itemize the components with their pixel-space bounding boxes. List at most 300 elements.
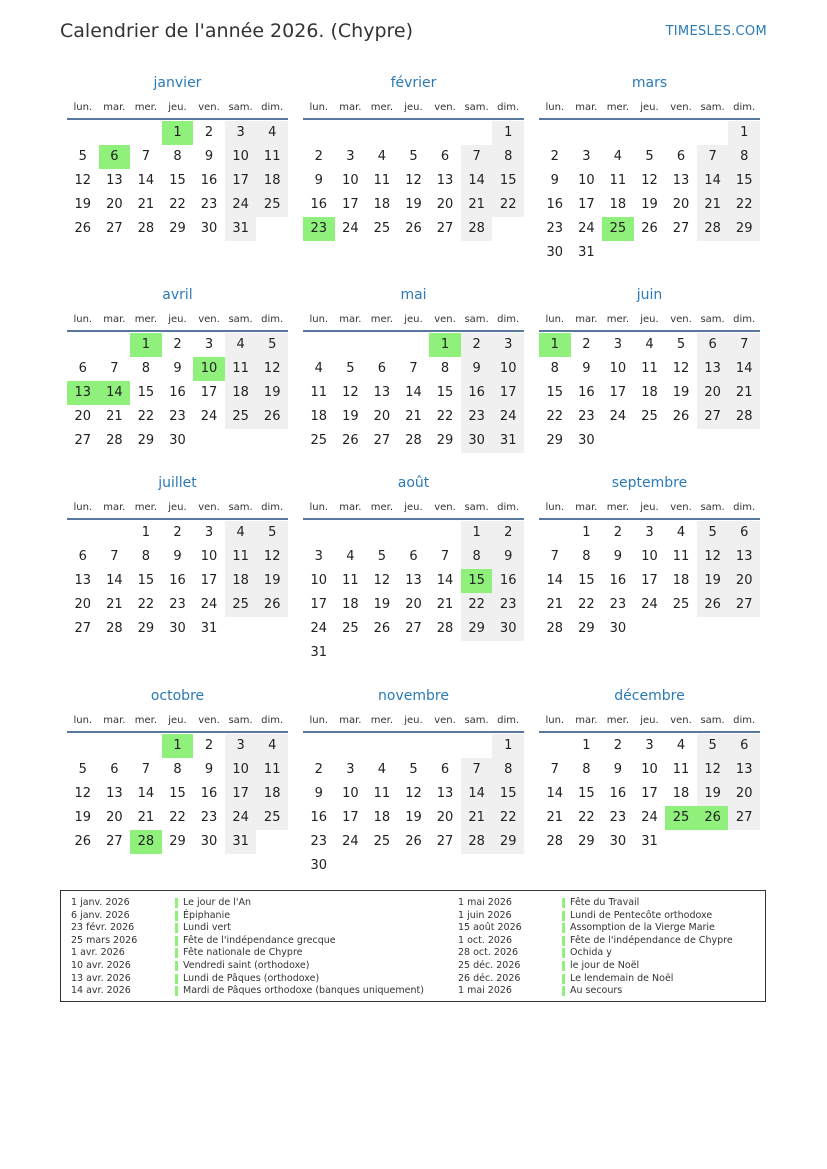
day-cell[interactable]: 30 [200, 834, 218, 849]
day-cell[interactable]: 22 [169, 197, 186, 212]
day-cell[interactable]: 3 [582, 149, 591, 164]
day-cell[interactable]: 4 [377, 762, 387, 777]
day-cell[interactable]: 25 [256, 193, 288, 217]
day-cell[interactable]: 3 [492, 333, 524, 357]
day-cell[interactable]: 2 [582, 337, 591, 352]
day-cell[interactable]: 20 [672, 197, 690, 212]
day-cell[interactable]: 14 [697, 169, 729, 193]
day-cell[interactable]: 26 [641, 221, 658, 236]
day-cell[interactable]: 7 [409, 361, 418, 376]
day-cell[interactable]: 19 [74, 197, 92, 212]
day-cell[interactable]: 13 [106, 173, 123, 188]
day-cell[interactable]: 10 [225, 145, 257, 169]
day-cell[interactable]: 4 [314, 361, 323, 376]
day-cell[interactable]: 11 [342, 573, 359, 588]
day-cell[interactable]: 22 [461, 593, 493, 617]
day-cell[interactable]: 16 [169, 385, 186, 400]
day-cell[interactable]: 11 [373, 786, 391, 801]
day-cell[interactable]: 3 [225, 121, 257, 145]
day-cell[interactable]: 21 [137, 810, 155, 825]
day-cell[interactable]: 5 [346, 361, 355, 376]
day-cell[interactable]: 9 [204, 149, 214, 164]
day-cell[interactable]: 17 [200, 573, 218, 588]
day-cell[interactable]: 11 [256, 145, 288, 169]
day-cell[interactable]: 14 [137, 786, 155, 801]
day-cell[interactable]: 22 [578, 810, 595, 825]
holiday-day-cell[interactable]: 1 [429, 333, 461, 357]
day-cell[interactable]: 16 [461, 381, 493, 405]
day-cell[interactable]: 15 [436, 385, 454, 400]
day-cell[interactable]: 27 [436, 834, 454, 849]
day-cell[interactable]: 30 [578, 433, 595, 448]
day-cell[interactable]: 20 [74, 597, 92, 612]
day-cell[interactable]: 9 [173, 549, 182, 564]
day-cell[interactable]: 21 [546, 597, 564, 612]
day-cell[interactable]: 18 [373, 197, 391, 212]
day-cell[interactable]: 30 [546, 245, 564, 260]
holiday-day-cell[interactable]: 15 [461, 569, 493, 593]
day-cell[interactable]: 2 [314, 762, 323, 777]
day-cell[interactable]: 22 [436, 409, 454, 424]
day-cell[interactable]: 30 [200, 221, 218, 236]
day-cell[interactable]: 5 [645, 149, 654, 164]
day-cell[interactable]: 14 [106, 573, 123, 588]
day-cell[interactable]: 19 [697, 569, 729, 593]
day-cell[interactable]: 14 [405, 385, 422, 400]
day-cell[interactable]: 7 [550, 762, 559, 777]
day-cell[interactable]: 23 [200, 810, 218, 825]
day-cell[interactable]: 12 [342, 385, 359, 400]
day-cell[interactable]: 28 [461, 217, 493, 241]
day-cell[interactable]: 7 [697, 145, 729, 169]
day-cell[interactable]: 29 [169, 834, 186, 849]
day-cell[interactable]: 17 [641, 573, 658, 588]
day-cell[interactable]: 5 [78, 762, 87, 777]
day-cell[interactable]: 16 [492, 569, 524, 593]
day-cell[interactable]: 18 [373, 810, 391, 825]
day-cell[interactable]: 28 [546, 834, 564, 849]
day-cell[interactable]: 8 [492, 758, 524, 782]
day-cell[interactable]: 7 [440, 549, 450, 564]
day-cell[interactable]: 25 [256, 806, 288, 830]
day-cell[interactable]: 13 [373, 385, 391, 400]
day-cell[interactable]: 16 [200, 786, 218, 801]
day-cell[interactable]: 26 [672, 409, 690, 424]
day-cell[interactable]: 29 [137, 433, 155, 448]
day-cell[interactable]: 26 [74, 221, 92, 236]
day-cell[interactable]: 16 [310, 197, 328, 212]
day-cell[interactable]: 26 [74, 834, 92, 849]
day-cell[interactable]: 16 [578, 385, 595, 400]
day-cell[interactable]: 20 [74, 409, 92, 424]
day-cell[interactable]: 26 [342, 433, 359, 448]
day-cell[interactable]: 24 [310, 621, 328, 636]
day-cell[interactable]: 23 [609, 810, 627, 825]
holiday-day-cell[interactable]: 23 [303, 217, 335, 241]
day-cell[interactable]: 17 [200, 385, 218, 400]
day-cell[interactable]: 2 [204, 738, 214, 753]
day-cell[interactable]: 4 [377, 149, 387, 164]
day-cell[interactable]: 18 [342, 597, 359, 612]
day-cell[interactable]: 23 [310, 834, 328, 849]
day-cell[interactable]: 15 [492, 169, 524, 193]
day-cell[interactable]: 7 [550, 549, 559, 564]
day-cell[interactable]: 19 [672, 385, 690, 400]
day-cell[interactable]: 23 [461, 405, 493, 429]
day-cell[interactable]: 18 [225, 381, 257, 405]
day-cell[interactable]: 29 [546, 433, 564, 448]
day-cell[interactable]: 25 [225, 405, 257, 429]
day-cell[interactable]: 13 [106, 786, 123, 801]
day-cell[interactable]: 10 [578, 173, 595, 188]
day-cell[interactable]: 3 [645, 525, 654, 540]
holiday-day-cell[interactable]: 25 [602, 217, 634, 241]
day-cell[interactable]: 17 [225, 169, 257, 193]
day-cell[interactable]: 16 [609, 573, 627, 588]
day-cell[interactable]: 10 [342, 786, 359, 801]
day-cell[interactable]: 1 [492, 121, 524, 145]
day-cell[interactable]: 20 [436, 197, 454, 212]
day-cell[interactable]: 12 [256, 545, 288, 569]
day-cell[interactable]: 3 [204, 525, 214, 540]
day-cell[interactable]: 28 [697, 217, 729, 241]
day-cell[interactable]: 1 [141, 525, 151, 540]
day-cell[interactable]: 29 [578, 621, 595, 636]
day-cell[interactable]: 15 [492, 782, 524, 806]
day-cell[interactable]: 22 [728, 193, 760, 217]
day-cell[interactable]: 4 [256, 121, 288, 145]
day-cell[interactable]: 21 [546, 810, 564, 825]
day-cell[interactable]: 21 [405, 409, 422, 424]
day-cell[interactable]: 22 [137, 597, 155, 612]
day-cell[interactable]: 3 [204, 337, 214, 352]
day-cell[interactable]: 1 [728, 121, 760, 145]
day-cell[interactable]: 24 [342, 834, 359, 849]
day-cell[interactable]: 20 [106, 197, 123, 212]
day-cell[interactable]: 9 [613, 549, 623, 564]
day-cell[interactable]: 4 [256, 734, 288, 758]
day-cell[interactable]: 20 [436, 810, 454, 825]
day-cell[interactable]: 24 [641, 810, 658, 825]
day-cell[interactable]: 4 [676, 525, 686, 540]
day-cell[interactable]: 9 [582, 361, 591, 376]
day-cell[interactable]: 18 [672, 786, 690, 801]
day-cell[interactable]: 27 [728, 593, 760, 617]
day-cell[interactable]: 18 [609, 197, 627, 212]
day-cell[interactable]: 31 [225, 830, 257, 854]
day-cell[interactable]: 11 [672, 762, 690, 777]
day-cell[interactable]: 23 [609, 597, 627, 612]
day-cell[interactable]: 5 [377, 549, 387, 564]
holiday-day-cell[interactable]: 1 [162, 734, 194, 758]
day-cell[interactable]: 24 [200, 409, 218, 424]
day-cell[interactable]: 21 [106, 597, 123, 612]
day-cell[interactable]: 6 [728, 734, 760, 758]
day-cell[interactable]: 2 [550, 149, 559, 164]
holiday-day-cell[interactable]: 10 [193, 357, 225, 381]
day-cell[interactable]: 15 [137, 573, 155, 588]
day-cell[interactable]: 24 [578, 221, 595, 236]
day-cell[interactable]: 31 [492, 429, 524, 453]
day-cell[interactable]: 6 [78, 361, 87, 376]
day-cell[interactable]: 8 [141, 361, 151, 376]
day-cell[interactable]: 20 [373, 409, 391, 424]
day-cell[interactable]: 18 [225, 569, 257, 593]
day-cell[interactable]: 20 [728, 782, 760, 806]
day-cell[interactable]: 15 [728, 169, 760, 193]
day-cell[interactable]: 15 [578, 786, 595, 801]
day-cell[interactable]: 14 [461, 169, 493, 193]
day-cell[interactable]: 25 [342, 621, 359, 636]
day-cell[interactable]: 1 [492, 734, 524, 758]
day-cell[interactable]: 1 [461, 521, 493, 545]
day-cell[interactable]: 16 [169, 573, 186, 588]
day-cell[interactable]: 15 [169, 786, 186, 801]
day-cell[interactable]: 28 [436, 621, 454, 636]
day-cell[interactable]: 12 [256, 357, 288, 381]
day-cell[interactable]: 26 [405, 834, 422, 849]
day-cell[interactable]: 30 [609, 621, 627, 636]
day-cell[interactable]: 24 [200, 597, 218, 612]
day-cell[interactable]: 13 [74, 573, 92, 588]
day-cell[interactable]: 7 [461, 145, 493, 169]
day-cell[interactable]: 26 [256, 405, 288, 429]
day-cell[interactable]: 28 [137, 221, 155, 236]
day-cell[interactable]: 30 [492, 617, 524, 641]
day-cell[interactable]: 11 [641, 361, 658, 376]
day-cell[interactable]: 31 [200, 621, 218, 636]
day-cell[interactable]: 12 [74, 173, 92, 188]
day-cell[interactable]: 27 [373, 433, 391, 448]
day-cell[interactable]: 12 [74, 786, 92, 801]
day-cell[interactable]: 24 [225, 806, 257, 830]
day-cell[interactable]: 24 [641, 597, 658, 612]
day-cell[interactable]: 3 [613, 337, 623, 352]
day-cell[interactable]: 16 [546, 197, 564, 212]
day-cell[interactable]: 8 [461, 545, 493, 569]
day-cell[interactable]: 6 [676, 149, 686, 164]
day-cell[interactable]: 6 [78, 549, 87, 564]
day-cell[interactable]: 17 [342, 197, 359, 212]
holiday-day-cell[interactable]: 28 [130, 830, 162, 854]
day-cell[interactable]: 2 [173, 525, 182, 540]
day-cell[interactable]: 10 [342, 173, 359, 188]
day-cell[interactable]: 29 [137, 621, 155, 636]
day-cell[interactable]: 17 [609, 385, 627, 400]
day-cell[interactable]: 25 [373, 834, 391, 849]
day-cell[interactable]: 19 [641, 197, 658, 212]
day-cell[interactable]: 7 [141, 762, 151, 777]
day-cell[interactable]: 12 [672, 361, 690, 376]
day-cell[interactable]: 30 [169, 621, 186, 636]
day-cell[interactable]: 16 [609, 786, 627, 801]
day-cell[interactable]: 26 [373, 621, 391, 636]
day-cell[interactable]: 13 [436, 786, 454, 801]
day-cell[interactable]: 23 [578, 409, 595, 424]
day-cell[interactable]: 13 [436, 173, 454, 188]
day-cell[interactable]: 22 [169, 810, 186, 825]
day-cell[interactable]: 17 [492, 381, 524, 405]
day-cell[interactable]: 30 [609, 834, 627, 849]
site-logo-link[interactable]: TIMESLES.COM [665, 24, 767, 39]
day-cell[interactable]: 19 [256, 569, 288, 593]
day-cell[interactable]: 18 [672, 573, 690, 588]
day-cell[interactable]: 20 [106, 810, 123, 825]
day-cell[interactable]: 20 [405, 597, 422, 612]
day-cell[interactable]: 21 [461, 806, 493, 830]
day-cell[interactable]: 12 [697, 758, 729, 782]
day-cell[interactable]: 18 [256, 782, 288, 806]
day-cell[interactable]: 10 [200, 549, 218, 564]
day-cell[interactable]: 17 [578, 197, 595, 212]
day-cell[interactable]: 3 [225, 734, 257, 758]
day-cell[interactable]: 9 [314, 173, 323, 188]
day-cell[interactable]: 31 [578, 245, 595, 260]
day-cell[interactable]: 23 [169, 597, 186, 612]
day-cell[interactable]: 1 [582, 525, 591, 540]
day-cell[interactable]: 30 [310, 858, 328, 873]
day-cell[interactable]: 9 [461, 357, 493, 381]
day-cell[interactable]: 22 [492, 806, 524, 830]
day-cell[interactable]: 13 [728, 545, 760, 569]
day-cell[interactable]: 5 [78, 149, 87, 164]
day-cell[interactable]: 19 [405, 810, 422, 825]
holiday-day-cell[interactable]: 1 [162, 121, 194, 145]
day-cell[interactable]: 5 [409, 149, 418, 164]
day-cell[interactable]: 6 [440, 149, 450, 164]
day-cell[interactable]: 11 [373, 173, 391, 188]
day-cell[interactable]: 9 [613, 762, 623, 777]
day-cell[interactable]: 9 [314, 786, 323, 801]
day-cell[interactable]: 6 [377, 361, 387, 376]
day-cell[interactable]: 27 [405, 621, 422, 636]
day-cell[interactable]: 17 [342, 810, 359, 825]
day-cell[interactable]: 6 [728, 521, 760, 545]
day-cell[interactable]: 31 [310, 645, 328, 660]
day-cell[interactable]: 25 [225, 593, 257, 617]
day-cell[interactable]: 14 [436, 573, 454, 588]
day-cell[interactable]: 12 [697, 545, 729, 569]
day-cell[interactable]: 24 [342, 221, 359, 236]
day-cell[interactable]: 25 [373, 221, 391, 236]
day-cell[interactable]: 28 [728, 405, 760, 429]
day-cell[interactable]: 19 [256, 381, 288, 405]
day-cell[interactable]: 15 [578, 573, 595, 588]
day-cell[interactable]: 10 [310, 573, 328, 588]
day-cell[interactable]: 11 [310, 385, 328, 400]
day-cell[interactable]: 26 [697, 593, 729, 617]
day-cell[interactable]: 12 [405, 173, 422, 188]
day-cell[interactable]: 31 [641, 834, 658, 849]
day-cell[interactable]: 29 [461, 617, 493, 641]
day-cell[interactable]: 5 [409, 762, 418, 777]
day-cell[interactable]: 15 [169, 173, 186, 188]
day-cell[interactable]: 7 [110, 549, 119, 564]
day-cell[interactable]: 13 [672, 173, 690, 188]
day-cell[interactable]: 2 [461, 333, 493, 357]
day-cell[interactable]: 8 [492, 145, 524, 169]
day-cell[interactable]: 25 [641, 409, 658, 424]
day-cell[interactable]: 21 [728, 381, 760, 405]
day-cell[interactable]: 2 [173, 337, 182, 352]
day-cell[interactable]: 18 [256, 169, 288, 193]
day-cell[interactable]: 9 [492, 545, 524, 569]
day-cell[interactable]: 2 [613, 525, 623, 540]
day-cell[interactable]: 29 [436, 433, 454, 448]
day-cell[interactable]: 27 [106, 221, 123, 236]
day-cell[interactable]: 10 [225, 758, 257, 782]
day-cell[interactable]: 3 [314, 549, 323, 564]
day-cell[interactable]: 15 [137, 385, 155, 400]
day-cell[interactable]: 24 [609, 409, 627, 424]
holiday-day-cell[interactable]: 26 [697, 806, 729, 830]
day-cell[interactable]: 6 [697, 333, 729, 357]
day-cell[interactable]: 27 [728, 806, 760, 830]
day-cell[interactable]: 13 [728, 758, 760, 782]
day-cell[interactable]: 23 [546, 221, 564, 236]
day-cell[interactable]: 26 [256, 593, 288, 617]
day-cell[interactable]: 12 [373, 573, 391, 588]
day-cell[interactable]: 20 [697, 381, 729, 405]
day-cell[interactable]: 22 [137, 409, 155, 424]
day-cell[interactable]: 8 [728, 145, 760, 169]
day-cell[interactable]: 22 [578, 597, 595, 612]
holiday-day-cell[interactable]: 1 [539, 333, 571, 357]
day-cell[interactable]: 2 [492, 521, 524, 545]
day-cell[interactable]: 29 [492, 830, 524, 854]
day-cell[interactable]: 24 [225, 193, 257, 217]
day-cell[interactable]: 27 [74, 433, 92, 448]
day-cell[interactable]: 29 [728, 217, 760, 241]
day-cell[interactable]: 20 [728, 569, 760, 593]
day-cell[interactable]: 3 [645, 738, 654, 753]
day-cell[interactable]: 14 [546, 786, 564, 801]
day-cell[interactable]: 3 [346, 149, 355, 164]
day-cell[interactable]: 13 [697, 357, 729, 381]
day-cell[interactable]: 19 [74, 810, 92, 825]
day-cell[interactable]: 10 [609, 361, 627, 376]
day-cell[interactable]: 27 [672, 221, 690, 236]
day-cell[interactable]: 6 [110, 762, 119, 777]
day-cell[interactable]: 1 [582, 738, 591, 753]
day-cell[interactable]: 30 [461, 429, 493, 453]
holiday-day-cell[interactable]: 6 [99, 145, 131, 169]
day-cell[interactable]: 11 [609, 173, 627, 188]
day-cell[interactable]: 23 [169, 409, 186, 424]
day-cell[interactable]: 12 [405, 786, 422, 801]
day-cell[interactable]: 22 [546, 409, 564, 424]
day-cell[interactable]: 25 [672, 597, 690, 612]
day-cell[interactable]: 5 [697, 521, 729, 545]
day-cell[interactable]: 16 [200, 173, 218, 188]
day-cell[interactable]: 5 [697, 734, 729, 758]
day-cell[interactable]: 29 [578, 834, 595, 849]
day-cell[interactable]: 5 [676, 337, 686, 352]
day-cell[interactable]: 28 [405, 433, 422, 448]
day-cell[interactable]: 17 [641, 786, 658, 801]
day-cell[interactable]: 18 [310, 409, 328, 424]
day-cell[interactable]: 8 [141, 549, 151, 564]
holiday-day-cell[interactable]: 14 [99, 381, 131, 405]
day-cell[interactable]: 10 [641, 762, 658, 777]
day-cell[interactable]: 28 [546, 621, 564, 636]
day-cell[interactable]: 27 [697, 405, 729, 429]
day-cell[interactable]: 21 [106, 409, 123, 424]
day-cell[interactable]: 10 [492, 357, 524, 381]
day-cell[interactable]: 28 [461, 830, 493, 854]
day-cell[interactable]: 27 [106, 834, 123, 849]
day-cell[interactable]: 2 [613, 738, 623, 753]
